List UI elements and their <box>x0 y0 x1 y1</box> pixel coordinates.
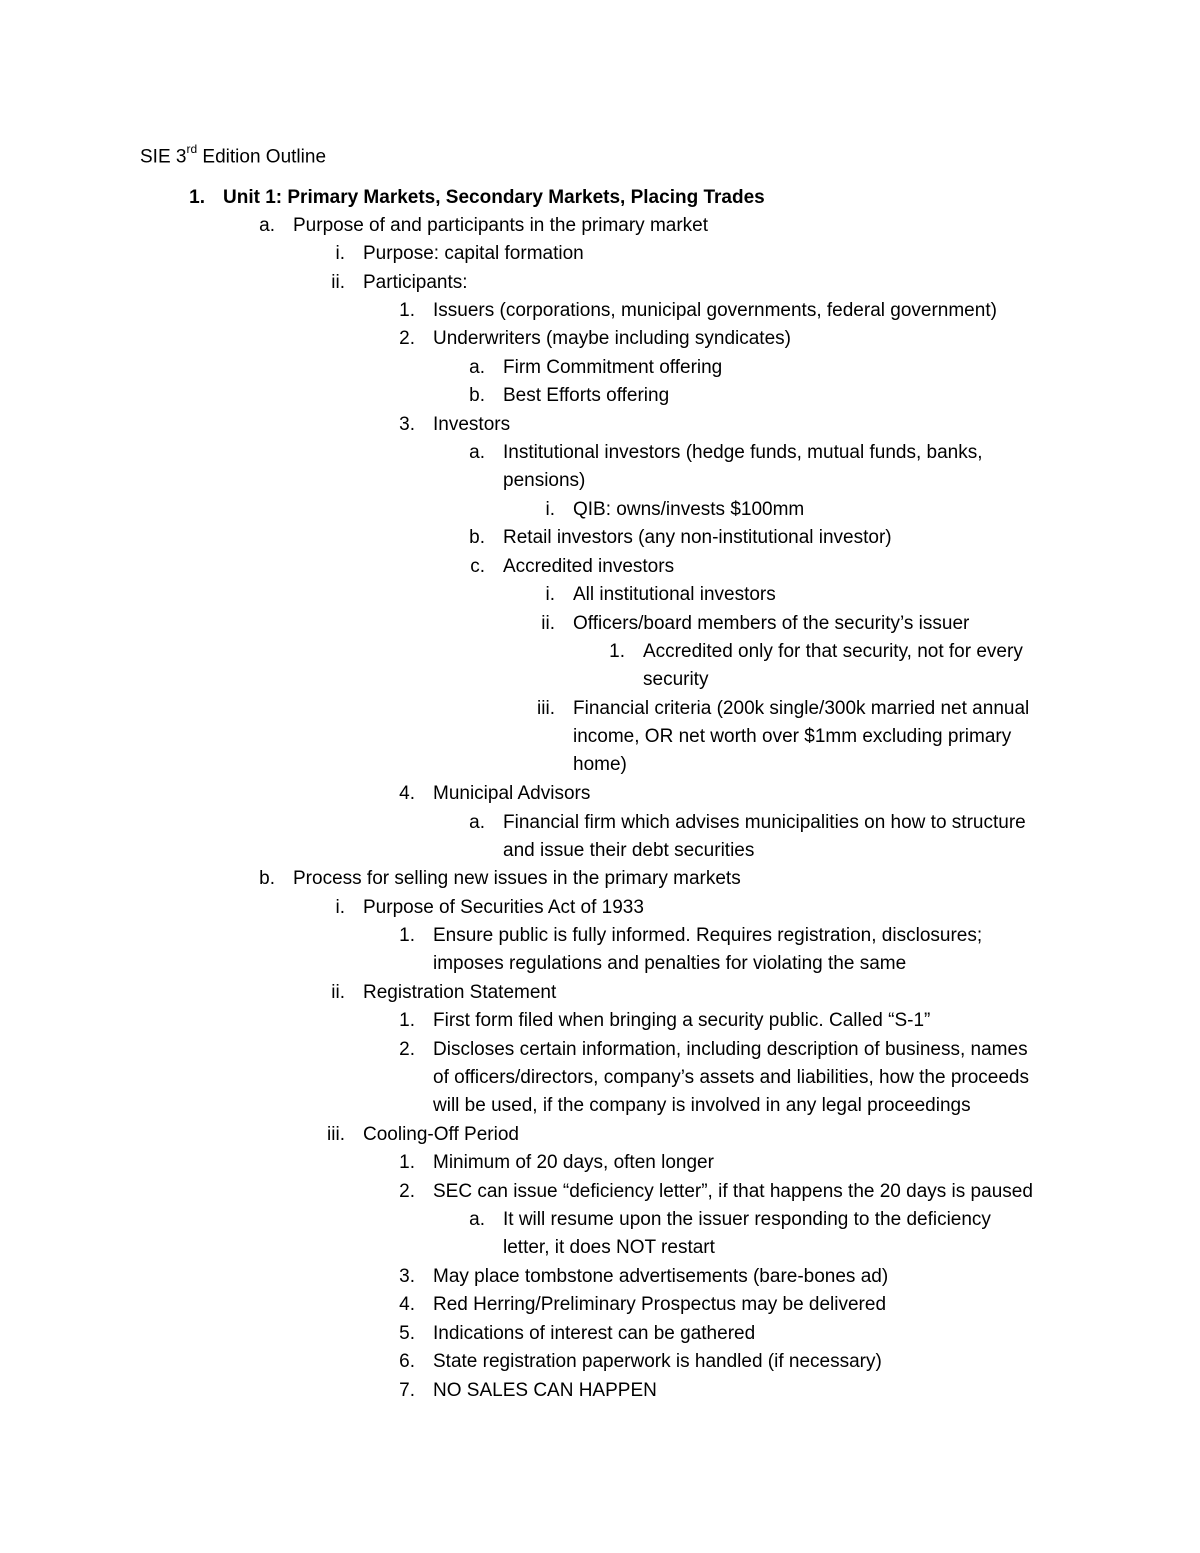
outline-marker: 1. <box>399 300 415 321</box>
outline-text: All institutional investors <box>573 584 776 605</box>
outline-marker: 4. <box>399 1294 415 1315</box>
outline-text: Underwriters (maybe including syndicates) <box>433 328 791 349</box>
outline-text: Minimum of 20 days, often longer <box>433 1152 714 1173</box>
outline-marker: b. <box>469 385 485 406</box>
outline-text: State registration paperwork is handled (if necessary) <box>433 1351 882 1372</box>
outline-marker: 1. <box>399 1010 415 1031</box>
outline-marker: 6. <box>399 1351 415 1372</box>
outline-marker: 4. <box>399 783 415 804</box>
outline-marker: ii. <box>541 613 555 634</box>
outline-marker: iii. <box>327 1124 345 1145</box>
document-title <box>140 144 326 168</box>
outline-marker: 1. <box>399 1152 415 1173</box>
outline-marker: 2. <box>399 1181 415 1202</box>
outline-text: Accredited only for that security, not for every <box>643 641 1023 662</box>
outline-text: imposes regulations and penalties for violating the same <box>433 953 907 974</box>
outline-text: Firm Commitment offering <box>503 357 723 378</box>
outline-marker: 5. <box>399 1323 415 1344</box>
outline-text: Municipal Advisors <box>433 783 591 804</box>
outline-marker: ii. <box>331 272 345 293</box>
outline-marker: i. <box>545 584 555 605</box>
outline-marker: a. <box>469 442 485 463</box>
outline-marker: 3. <box>399 414 415 435</box>
outline-marker: a. <box>469 357 485 378</box>
outline-text: Discloses certain information, including description of business, names <box>433 1039 1028 1060</box>
title-suffix: Edition Outline <box>197 146 327 168</box>
outline-marker: b. <box>259 868 275 889</box>
outline-text: Financial criteria (200k single/300k married net annual <box>573 698 1030 719</box>
outline-text: letter, it does NOT restart <box>503 1237 715 1258</box>
title-superscript: rd <box>186 142 198 156</box>
outline-text: Investors <box>433 414 511 435</box>
outline-marker: i. <box>335 243 345 264</box>
outline-marker: a. <box>469 1209 485 1230</box>
outline-text: NO SALES CAN HAPPEN <box>433 1380 657 1401</box>
outline-marker: b. <box>469 527 485 548</box>
outline-text: home) <box>573 754 627 775</box>
outline-text: QIB: owns/invests $100mm <box>573 499 805 520</box>
outline-text: May place tombstone advertisements (bare-bones ad) <box>433 1266 889 1287</box>
outline-text: will be used, if the company is involved in any legal proceedings <box>433 1095 971 1116</box>
outline-marker: 2. <box>399 1039 415 1060</box>
outline-text: security <box>643 669 709 690</box>
outline-marker: iii. <box>537 698 555 719</box>
title-prefix: SIE 3 <box>140 146 187 168</box>
outline-text: Indications of interest can be gathered <box>433 1323 756 1344</box>
outline-text: Issuers (corporations, municipal governments, federal government) <box>433 300 997 321</box>
outline-marker: a. <box>259 215 275 236</box>
outline-marker: i. <box>335 897 345 918</box>
outline-text: Officers/board members of the security’s issuer <box>573 613 970 634</box>
outline-text: Red Herring/Preliminary Prospectus may be delivered <box>433 1294 887 1315</box>
outline-text: income, OR net worth over $1mm excluding primary <box>573 726 1012 747</box>
outline-text: Best Efforts offering <box>503 385 670 406</box>
outline-text: Institutional investors (hedge funds, mutual funds, banks, <box>503 442 983 463</box>
outline-text: Registration Statement <box>363 982 557 1003</box>
outline-marker: 7. <box>399 1380 415 1401</box>
outline-marker: 2. <box>399 328 415 349</box>
outline-text: Process for selling new issues in the primary markets <box>293 868 741 889</box>
outline-marker: 1. <box>609 641 625 662</box>
outline-text: Financial firm which advises municipalities on how to structure <box>503 812 1026 833</box>
outline-marker: a. <box>469 812 485 833</box>
outline-marker: 1. <box>399 925 415 946</box>
outline-marker: 3. <box>399 1266 415 1287</box>
outline-text: Cooling-Off Period <box>363 1124 519 1145</box>
outline-text: and issue their debt securities <box>503 840 755 861</box>
outline-text: Participants: <box>363 272 468 293</box>
outline-text: of officers/directors, company’s assets and liabilities, how the proceeds <box>433 1067 1029 1088</box>
outline-text: SEC can issue “deficiency letter”, if that happens the 20 days is paused <box>433 1181 1033 1202</box>
outline-text: Purpose: capital formation <box>363 243 584 264</box>
outline-text: Retail investors (any non-institutional investor) <box>503 527 892 548</box>
outline-text: Ensure public is fully informed. Requires registration, disclosures; <box>433 925 983 946</box>
outline-text: First form filed when bringing a security public. Called “S-1” <box>433 1010 931 1031</box>
outline-text: It will resume upon the issuer responding to the deficiency <box>503 1209 991 1230</box>
outline-text: Unit 1: Primary Markets, Secondary Markets, Placing Trades <box>223 187 765 208</box>
outline-text: Purpose of and participants in the primary market <box>293 215 709 236</box>
outline-marker: 1. <box>189 187 205 208</box>
outline-text: Accredited investors <box>503 556 675 577</box>
outline-text: Purpose of Securities Act of 1933 <box>363 897 644 918</box>
outline-text: pensions) <box>503 470 586 491</box>
outline-marker: ii. <box>331 982 345 1003</box>
outline-marker: c. <box>470 556 485 577</box>
outline-marker: i. <box>545 499 555 520</box>
